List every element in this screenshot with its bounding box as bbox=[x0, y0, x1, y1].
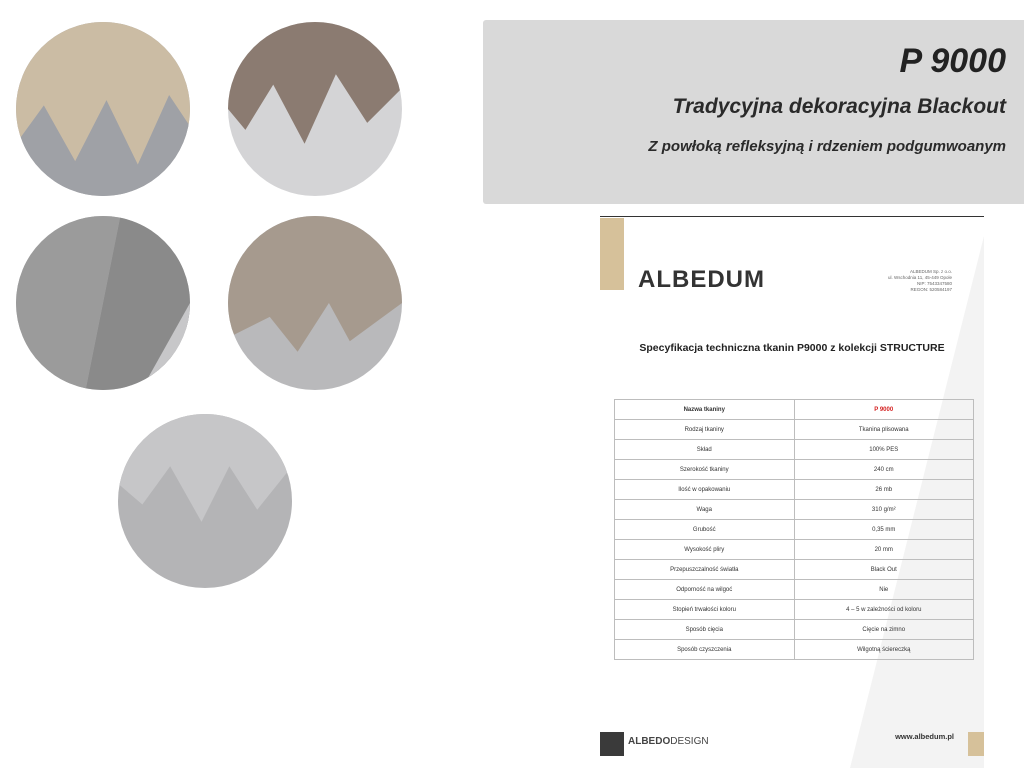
fabric-swatch-light-grey bbox=[118, 414, 292, 588]
spec-label: Nazwa tkaniny bbox=[615, 400, 795, 420]
table-row bbox=[615, 520, 974, 540]
spec-value: 240 cm bbox=[794, 460, 974, 480]
spec-value: 4 – 5 w zależności od koloru bbox=[794, 600, 974, 620]
spec-label: Odporność na wilgoć bbox=[615, 580, 795, 600]
company-address: ALBEDUM Sp. z o.o. ul. Wschodnia 11, 45-449 Opole NIP: 7543347580 REGON: 520584197 bbox=[888, 269, 952, 292]
spec-table bbox=[614, 399, 974, 660]
table-row bbox=[615, 580, 974, 600]
product-code: P 9000 bbox=[899, 42, 1006, 80]
spec-label: Skład bbox=[615, 440, 795, 460]
footer-url: www.albedum.pl bbox=[895, 732, 954, 741]
spec-value: 310 g/m² bbox=[794, 500, 974, 520]
spec-value: 100% PES bbox=[794, 440, 974, 460]
spec-label: Rodzaj tkaniny bbox=[615, 420, 795, 440]
table-row bbox=[615, 620, 974, 640]
spec-label: Szerokość tkaniny bbox=[615, 460, 795, 480]
table-row bbox=[615, 560, 974, 580]
table-row bbox=[615, 540, 974, 560]
spec-label: Sposób cięcia bbox=[615, 620, 795, 640]
spec-label: Grubość bbox=[615, 520, 795, 540]
gold-accent-bar bbox=[600, 218, 624, 290]
spec-heading: Specyfikacja techniczna tkanin P9000 z kolekcji STRUCTURE bbox=[639, 342, 945, 354]
spec-value: 0,35 mm bbox=[794, 520, 974, 540]
spec-label: Ilość w opakowaniu bbox=[615, 480, 795, 500]
fabric-swatch-beige bbox=[16, 22, 190, 196]
spec-label: Waga bbox=[615, 500, 795, 520]
spec-value: P 9000 bbox=[794, 400, 974, 420]
fabric-swatch-taupe bbox=[228, 216, 402, 390]
brand-logo-text: ALBEDUM bbox=[638, 266, 765, 293]
table-row bbox=[615, 440, 974, 460]
fabric-swatch-brown bbox=[228, 22, 402, 196]
title-panel bbox=[483, 20, 1024, 204]
spec-value: 26 mb bbox=[794, 480, 974, 500]
spec-label: Stopień trwałości koloru bbox=[615, 600, 795, 620]
footer-gold-block bbox=[968, 732, 984, 756]
footer-brand: ALBEDODESIGN bbox=[628, 736, 709, 747]
spec-value: Cięcie na zimno bbox=[794, 620, 974, 640]
spec-label: Wysokość pliry bbox=[615, 540, 795, 560]
spec-label: Przepuszczalność światła bbox=[615, 560, 795, 580]
spec-value: Nie bbox=[794, 580, 974, 600]
table-row bbox=[615, 500, 974, 520]
spec-value: 20 mm bbox=[794, 540, 974, 560]
table-row bbox=[615, 460, 974, 480]
product-subtitle: Tradycyjna dekoracyjna Blackout bbox=[672, 95, 1006, 118]
spec-sheet bbox=[600, 216, 984, 768]
table-row bbox=[615, 480, 974, 500]
table-row bbox=[615, 600, 974, 620]
fabric-swatch-grey-melange bbox=[16, 216, 190, 390]
spec-value: Tkanina plisowana bbox=[794, 420, 974, 440]
table-row bbox=[615, 640, 974, 660]
table-row bbox=[615, 420, 974, 440]
spec-value: Black Out bbox=[794, 560, 974, 580]
footer-logo-icon bbox=[600, 732, 624, 756]
product-description: Z powłoką refleksyjną i rdzeniem podgumwoanym bbox=[648, 138, 1006, 155]
table-row bbox=[615, 400, 974, 420]
spec-value: Wilgotną ściereczką bbox=[794, 640, 974, 660]
spec-label: Sposób czyszczenia bbox=[615, 640, 795, 660]
top-rule bbox=[600, 216, 984, 217]
